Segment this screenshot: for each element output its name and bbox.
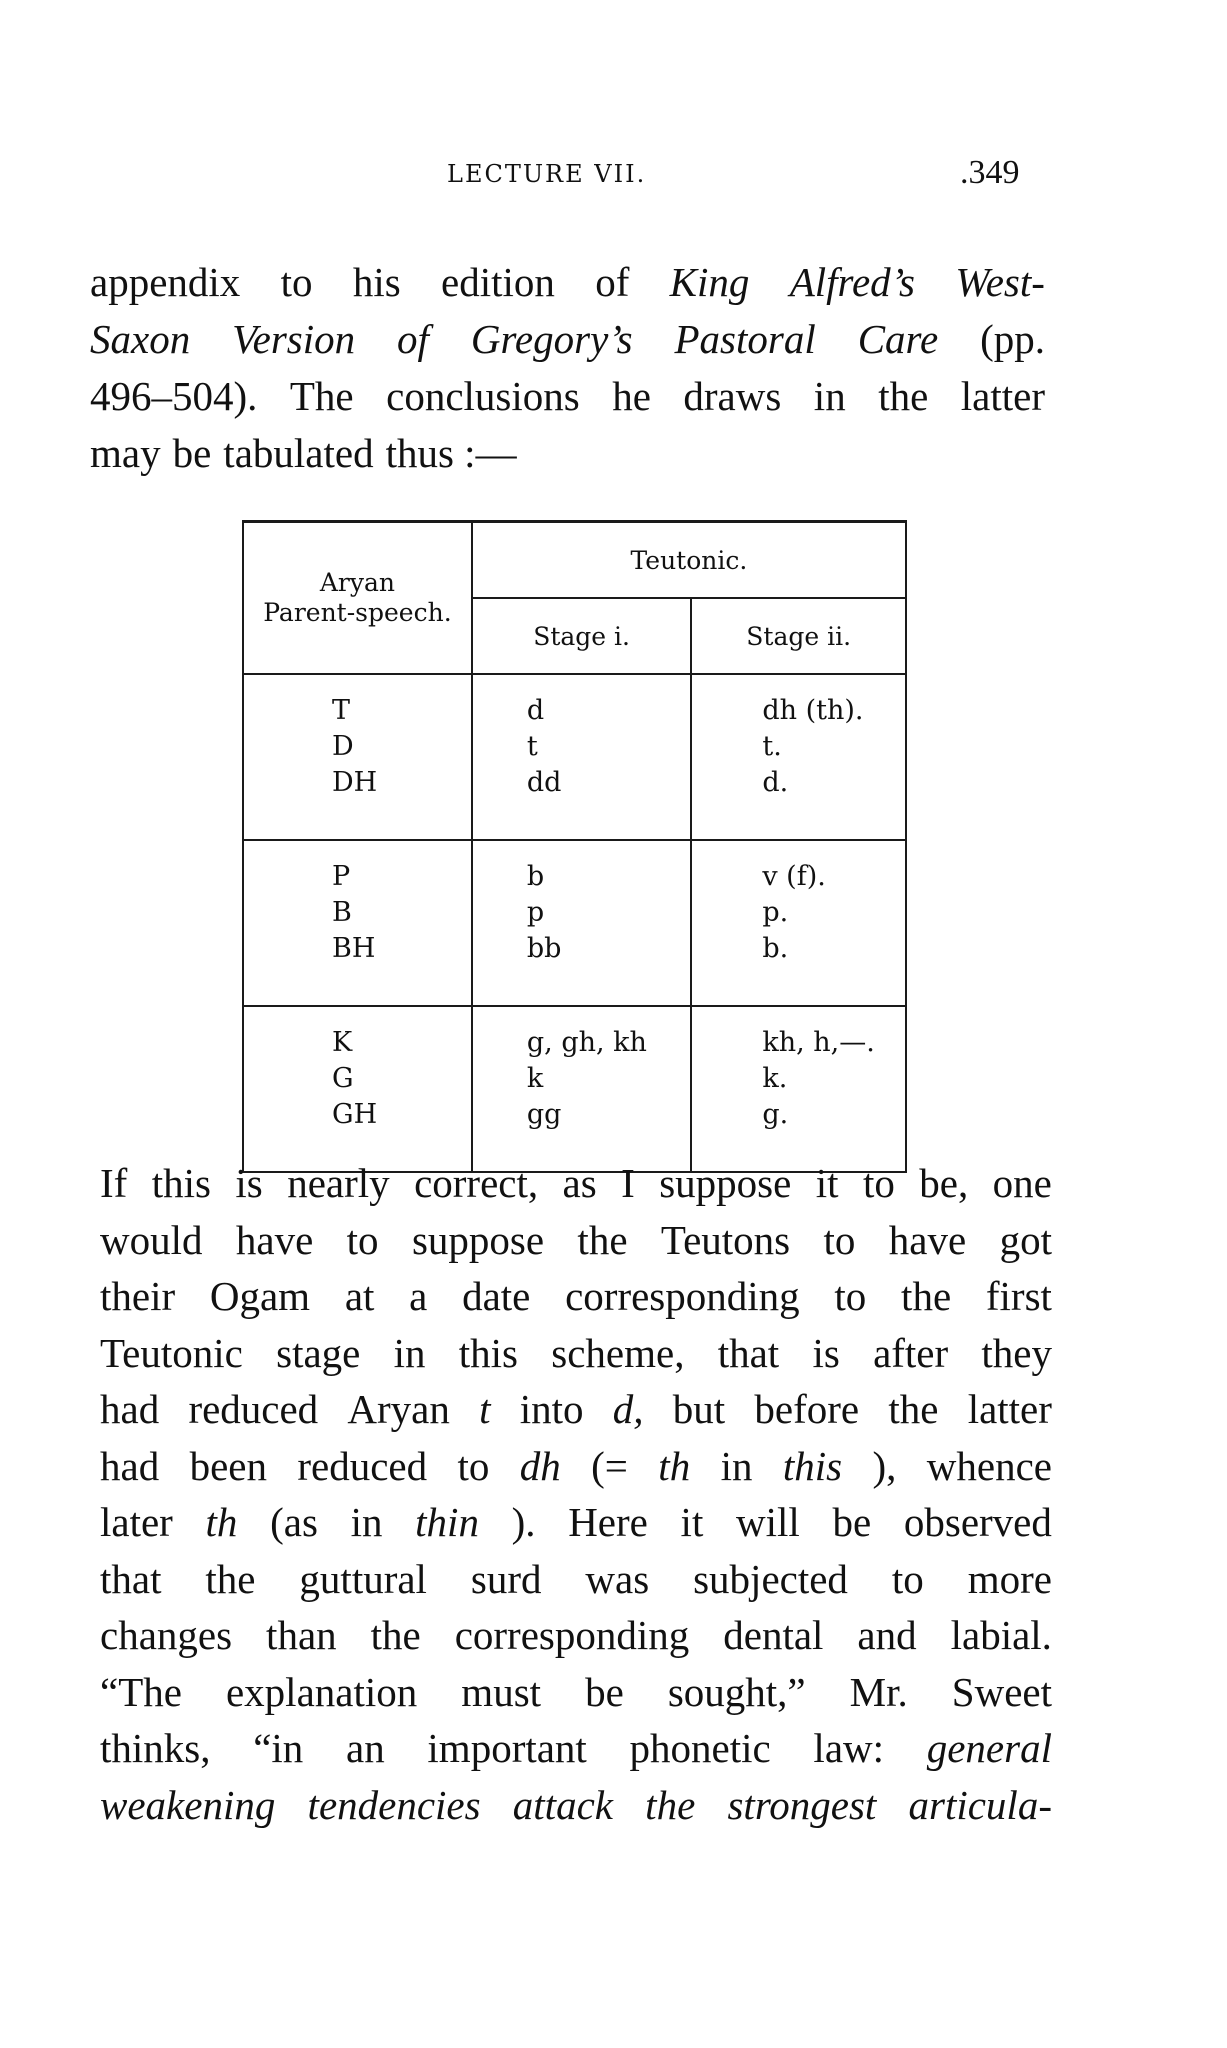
- header-aryan-line2: Parent-speech.: [263, 598, 452, 627]
- word: of: [397, 316, 429, 362]
- header-teutonic: Teutonic.: [472, 522, 906, 599]
- word: to: [862, 1160, 895, 1206]
- cell-value: kh, h,—.: [762, 1027, 875, 1058]
- word: Ogam: [209, 1273, 311, 1319]
- cell-aryan: [243, 840, 472, 1006]
- word: Care: [857, 316, 939, 362]
- word: one: [992, 1160, 1052, 1206]
- word: 496–504).: [90, 373, 258, 419]
- cell-value: D: [332, 731, 354, 762]
- word: in: [393, 1329, 426, 1376]
- text-line: [100, 1494, 1052, 1551]
- word: have: [888, 1216, 967, 1263]
- word: thus :—: [385, 430, 517, 476]
- word: ),: [872, 1442, 897, 1489]
- cell-value: BH: [332, 933, 376, 964]
- cell-value: T: [332, 695, 351, 726]
- word: and: [857, 1612, 917, 1658]
- word: to: [280, 259, 313, 305]
- word: of: [595, 259, 630, 305]
- cell-stage-2: [691, 1006, 906, 1172]
- text-line: [100, 1551, 1052, 1608]
- word: articula-: [908, 1781, 1052, 1828]
- cell-value: d.: [762, 767, 789, 798]
- word: be,: [919, 1160, 969, 1206]
- word: Version: [232, 316, 356, 362]
- text-line: [100, 1325, 1052, 1382]
- cell-stage-1: [472, 840, 691, 1006]
- word: guttural: [299, 1555, 427, 1602]
- word: nearly: [287, 1160, 390, 1206]
- word: stage: [276, 1329, 361, 1376]
- cell-value: p: [526, 897, 545, 928]
- word: whence: [926, 1442, 1052, 1489]
- word: to: [823, 1216, 856, 1263]
- word: Sweet: [951, 1668, 1052, 1715]
- word: weakening: [100, 1781, 276, 1828]
- cell-aryan: [243, 1006, 472, 1172]
- paragraph-intro: [90, 254, 1045, 482]
- word: this: [151, 1160, 211, 1206]
- word: before: [754, 1386, 860, 1432]
- cell-value: t.: [762, 731, 782, 762]
- text-line: [100, 1268, 1052, 1325]
- word: it: [815, 1160, 839, 1206]
- word: suppose: [659, 1160, 792, 1206]
- word: edition: [441, 259, 555, 305]
- header-aryan: [243, 522, 472, 675]
- word: may: [90, 430, 161, 476]
- word: West-: [955, 259, 1045, 305]
- word: he: [612, 373, 651, 419]
- word: labial.: [950, 1612, 1052, 1658]
- text-line: [100, 1155, 1052, 1212]
- text-line: [90, 254, 1045, 311]
- word: thinks,: [100, 1725, 211, 1771]
- cell-aryan: [243, 674, 472, 840]
- word: must: [461, 1668, 542, 1715]
- word: Teutonic: [100, 1329, 243, 1376]
- cell-value: k: [526, 1063, 544, 1094]
- table-row-dentals: [243, 674, 906, 840]
- word: (=: [591, 1442, 628, 1489]
- cell-value: b: [526, 861, 545, 892]
- cell-stage-2: [691, 840, 906, 1006]
- cell-value: K: [332, 1027, 353, 1058]
- word: the: [888, 1386, 939, 1432]
- word: surd: [470, 1555, 542, 1602]
- header-aryan-line1: Aryan: [319, 568, 395, 597]
- word: correct,: [414, 1160, 539, 1206]
- header-stage-2: Stage ii.: [691, 598, 906, 674]
- word: “in: [253, 1725, 304, 1771]
- cell-value: gg: [526, 1099, 562, 1130]
- word: be: [172, 430, 212, 476]
- word: If: [100, 1160, 128, 1206]
- word: sought,”: [667, 1668, 806, 1715]
- word: first: [985, 1273, 1052, 1319]
- word: to: [457, 1442, 490, 1489]
- cell-value: p.: [762, 897, 789, 928]
- paragraph-discussion: [100, 1155, 1052, 1833]
- word: it: [680, 1499, 704, 1545]
- word: strongest: [727, 1781, 877, 1828]
- cell-value: dh (th).: [762, 695, 864, 726]
- word: th: [658, 1442, 691, 1489]
- text-line: [100, 1438, 1052, 1495]
- text-line: [100, 1607, 1052, 1664]
- word: at: [344, 1273, 375, 1319]
- cell-value: dd: [526, 767, 562, 798]
- word: that: [717, 1329, 780, 1376]
- word: in: [813, 373, 846, 419]
- word: date: [462, 1273, 531, 1319]
- word: but: [672, 1386, 726, 1432]
- word: their: [100, 1273, 176, 1319]
- word: to: [834, 1273, 867, 1319]
- word: King: [669, 259, 750, 305]
- word: scheme,: [551, 1329, 685, 1376]
- word: latter: [960, 373, 1045, 419]
- cell-stage-1: [472, 674, 691, 840]
- text-line: [100, 1720, 1052, 1777]
- word: reduced: [297, 1442, 428, 1489]
- word: his: [352, 259, 401, 305]
- word: attack: [512, 1781, 613, 1828]
- word: been: [189, 1442, 267, 1489]
- word: Here: [568, 1499, 648, 1545]
- cell-value: t: [526, 731, 538, 762]
- word: will: [736, 1499, 800, 1545]
- word: (pp.: [980, 316, 1045, 362]
- word: got: [999, 1216, 1052, 1263]
- table-row-gutturals: [243, 1006, 906, 1172]
- word: tabulated: [223, 430, 374, 476]
- word: into: [519, 1386, 584, 1432]
- word: t: [479, 1386, 491, 1432]
- word: more: [967, 1555, 1052, 1602]
- word: in: [350, 1499, 383, 1545]
- word: thin: [415, 1499, 479, 1545]
- word: Alfred’s: [789, 259, 916, 305]
- page-number: .349: [960, 154, 1020, 191]
- word: was: [585, 1555, 650, 1602]
- cell-value: GH: [332, 1099, 378, 1130]
- word: ).: [511, 1499, 536, 1545]
- cell-value: d: [526, 695, 545, 726]
- text-line: [90, 311, 1045, 368]
- word: a: [409, 1273, 428, 1319]
- consonant-shift-table: [242, 520, 907, 1130]
- word: Mr.: [849, 1668, 908, 1715]
- word: Gregory’s: [470, 316, 633, 362]
- cell-value: v (f).: [762, 861, 826, 892]
- cell-value: bb: [526, 933, 562, 964]
- word: this: [458, 1329, 519, 1376]
- word: in: [720, 1442, 753, 1489]
- word: tendencies: [307, 1781, 481, 1828]
- word: be: [585, 1668, 624, 1715]
- word: have: [235, 1216, 314, 1263]
- text-line: [100, 1777, 1052, 1834]
- cell-value: DH: [332, 767, 378, 798]
- word: appendix: [90, 259, 241, 305]
- word: later: [100, 1499, 173, 1545]
- word: the: [901, 1273, 952, 1319]
- word: Pastoral: [674, 316, 816, 362]
- word: to: [891, 1555, 924, 1602]
- word: subjected: [693, 1555, 848, 1602]
- word: after: [873, 1329, 949, 1376]
- cell-stage-1: [472, 1006, 691, 1172]
- word: the: [370, 1612, 421, 1658]
- word: than: [266, 1612, 337, 1658]
- running-head: [0, 154, 1227, 200]
- word: latter: [967, 1386, 1052, 1432]
- word: the: [205, 1555, 256, 1602]
- word: dental: [723, 1612, 824, 1658]
- word: I: [621, 1160, 635, 1206]
- word: had: [100, 1386, 160, 1432]
- word: as: [562, 1160, 597, 1206]
- word: reduced: [188, 1386, 319, 1432]
- word: is: [812, 1329, 840, 1376]
- word: that: [100, 1555, 162, 1602]
- word: would: [100, 1216, 203, 1263]
- word: phonetic: [629, 1725, 771, 1771]
- cell-value: b.: [762, 933, 789, 964]
- cell-value: g.: [762, 1099, 789, 1130]
- word: (as: [270, 1499, 318, 1545]
- text-line: [90, 368, 1045, 425]
- word: the: [645, 1781, 696, 1828]
- cell-value: G: [332, 1063, 354, 1094]
- word: the: [878, 373, 929, 419]
- table-row-labials: [243, 840, 906, 1006]
- word: observed: [903, 1499, 1052, 1545]
- word: d,: [612, 1386, 644, 1432]
- word: “The: [100, 1668, 182, 1715]
- word: corresponding: [565, 1273, 800, 1319]
- word: draws: [683, 373, 782, 419]
- word: Teutons: [660, 1216, 791, 1263]
- word: the: [577, 1216, 628, 1263]
- word: to: [346, 1216, 379, 1263]
- word: they: [981, 1329, 1052, 1376]
- word: corresponding: [454, 1612, 690, 1658]
- cell-value: g, gh, kh: [526, 1027, 647, 1058]
- running-head-title: LECTURE VII.: [447, 160, 647, 188]
- word: law:: [813, 1725, 885, 1771]
- word: conclusions: [386, 373, 580, 419]
- cell-value: B: [332, 897, 352, 928]
- word: dh: [519, 1442, 561, 1489]
- word: had: [100, 1442, 160, 1489]
- word: an: [346, 1725, 385, 1771]
- word: this: [782, 1442, 843, 1489]
- word: th: [205, 1499, 238, 1545]
- word: important: [427, 1725, 587, 1771]
- header-stage-1: Stage i.: [472, 598, 691, 674]
- cell-value: P: [332, 861, 351, 892]
- word: is: [235, 1160, 263, 1206]
- text-line: [100, 1664, 1052, 1721]
- word: Aryan: [347, 1386, 450, 1432]
- text-line: [90, 425, 1045, 482]
- text-line: [100, 1381, 1052, 1438]
- cell-value: k.: [762, 1063, 788, 1094]
- word: Saxon: [90, 316, 191, 362]
- text-line: [100, 1212, 1052, 1269]
- word: changes: [100, 1612, 233, 1658]
- word: The: [289, 373, 354, 419]
- word: explanation: [225, 1668, 418, 1715]
- word: be: [832, 1499, 872, 1545]
- word: general: [926, 1725, 1052, 1771]
- word: suppose: [411, 1216, 545, 1263]
- cell-stage-2: [691, 674, 906, 840]
